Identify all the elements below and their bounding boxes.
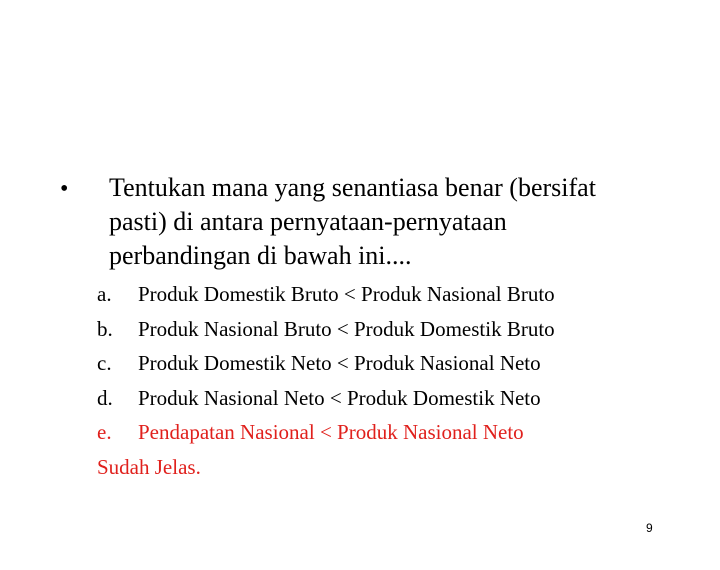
option-c	[97, 346, 697, 381]
question-line: Tentukan mana yang senantiasa benar (bersifat	[109, 173, 596, 202]
option-letter: e.	[97, 420, 112, 444]
option-letter: a.	[97, 282, 112, 306]
option-letter: d.	[97, 385, 113, 410]
conclusion-text: Sudah Jelas.	[97, 454, 201, 479]
option-b	[97, 312, 697, 347]
question-line: perbandingan di bawah ini....	[109, 241, 412, 270]
option-d	[97, 381, 697, 416]
question-line: pasti) di antara pernyataan-pernyataan	[109, 207, 507, 236]
option-text: Produk Domestik Neto < Produk Nasional Neto	[138, 351, 541, 375]
option-a	[97, 277, 697, 312]
question-text	[109, 171, 669, 273]
page-number: 9	[646, 521, 653, 535]
option-e-correct	[97, 415, 697, 450]
option-letter: c.	[97, 351, 112, 375]
bullet-icon: •	[60, 176, 69, 202]
option-letter: b.	[97, 316, 113, 341]
answer-options	[97, 277, 697, 484]
option-text: Pendapatan Nasional < Produk Nasional Neto	[138, 420, 524, 444]
option-text: Produk Nasional Neto < Produk Domestik Neto	[138, 385, 541, 410]
option-text: Produk Domestik Bruto < Produk Nasional Bruto	[138, 282, 555, 306]
option-text: Produk Nasional Bruto < Produk Domestik Bruto	[138, 316, 555, 341]
